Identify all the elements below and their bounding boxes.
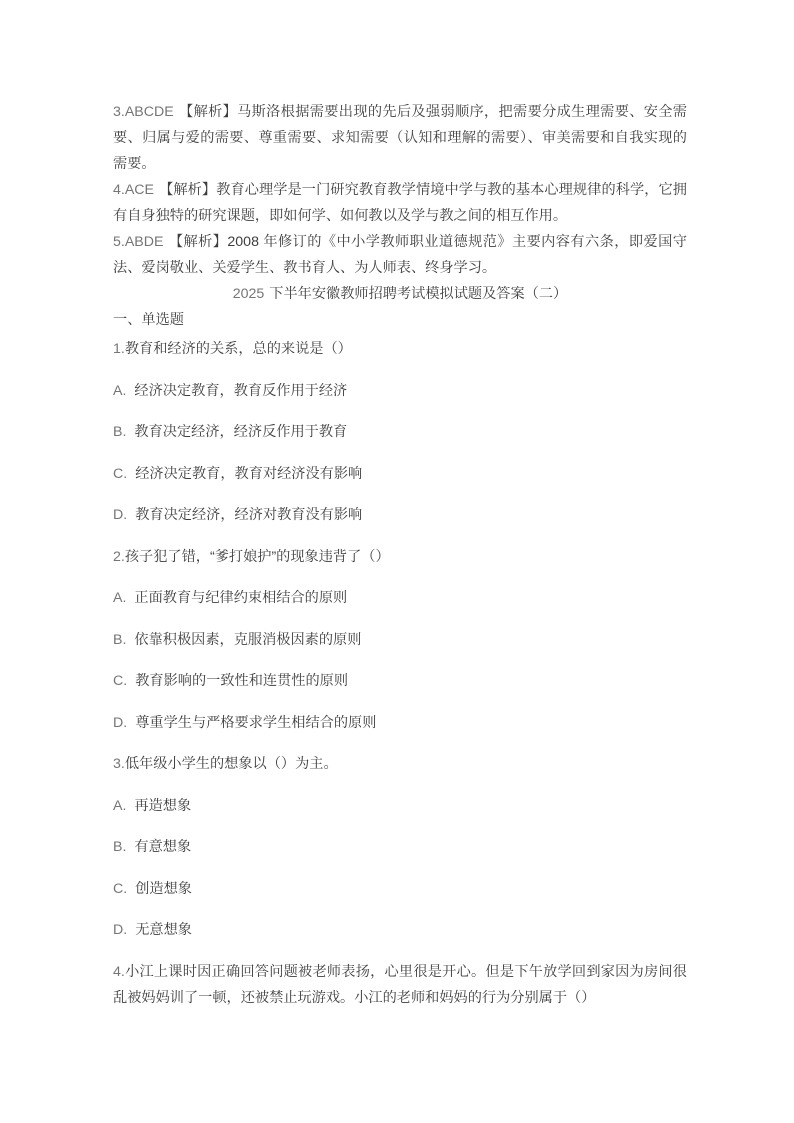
option-row: [113, 419, 687, 445]
option-text: 有意想象: [134, 839, 192, 855]
option-text: 经济决定教育，教育反作用于经济: [134, 382, 348, 399]
option-letter: D.: [113, 714, 128, 731]
answer-label: 3.ABCDE: [113, 104, 174, 120]
question-number: 3.: [113, 756, 125, 772]
option-text: 正面教育与纪律约束相结合的原则: [134, 590, 348, 606]
option-letter: A.: [113, 382, 127, 399]
title-year: 2025: [232, 286, 265, 302]
answer-paragraph: [113, 229, 687, 281]
option-text: 再造想象: [134, 797, 192, 814]
option-row: [113, 585, 687, 611]
question-body: 教育和经济的关系，总的来说是（）: [124, 341, 352, 357]
document-content: [113, 99, 687, 1011]
question-number: 4.: [113, 963, 125, 980]
option-letter: A.: [113, 590, 127, 606]
option-text: 教育决定经济，经济反作用于教育: [134, 424, 348, 440]
option-letter: C.: [113, 673, 128, 689]
option-row: [113, 876, 687, 902]
option-row: [113, 461, 687, 487]
option-row: [113, 378, 687, 404]
answer-paragraph: [113, 99, 687, 177]
option-text: 依靠积极因素，克服消极因素的原则: [134, 631, 362, 648]
option-text: 无意想象: [135, 922, 192, 938]
option-row: [113, 834, 687, 860]
question-text: [113, 336, 687, 362]
option-letter: C.: [113, 880, 128, 897]
answer-marker: 【解析】: [178, 104, 238, 120]
option-row: [113, 668, 687, 694]
question-text: [113, 544, 687, 570]
answer-paragraph: [113, 177, 687, 229]
answer-text: 2008 年修订的《中小学教师职业道德规范》主要内容有六条，即爱国守法、爱岗敬业、关爱学生、教书育人、为人师表、终身学习。: [113, 234, 687, 276]
question-text: [113, 751, 687, 777]
section-heading: 一、单选题: [113, 312, 184, 328]
question-number: 1.: [113, 341, 125, 357]
option-letter: B.: [113, 631, 127, 648]
question-number: 2.: [113, 548, 125, 565]
option-letter: A.: [113, 797, 127, 814]
document-title: [113, 281, 687, 307]
option-letter: D.: [113, 507, 128, 523]
answer-marker: 【解析】: [159, 182, 217, 198]
option-row: [113, 917, 687, 943]
option-letter: B.: [113, 839, 127, 855]
option-letter: B.: [113, 424, 127, 440]
question-body: 孩子犯了错，“爹打娘护”的现象违背了（）: [124, 548, 390, 565]
answer-text: 马斯洛根据需要出现的先后及强弱顺序，把需要分成生理需要、安全需要、归属与爱的需要、尊重需要、求知需要（认知和理解的需要）、审美需要和自我实现的需要。: [113, 104, 687, 172]
option-text: 教育决定经济，经济对教育没有影响: [135, 507, 363, 523]
option-text: 创造想象: [135, 880, 192, 897]
question-body: 小江上课时因正确回答问题被老师表扬，心里很是开心。但是下午放学回到家因为房间很乱被妈妈训了一顿，还被禁止玩游戏。小江的老师和妈妈的行为分别属于（）: [113, 963, 687, 1006]
option-text: 教育影响的一致性和连贯性的原则: [135, 673, 349, 689]
option-row: [113, 710, 687, 736]
option-row: [113, 793, 687, 819]
option-text: 尊重学生与严格要求学生相结合的原则: [135, 714, 377, 731]
option-text: 经济决定教育，教育对经济没有影响: [135, 465, 363, 482]
answer-label: 4.ACE: [113, 182, 155, 198]
answer-text: 教育心理学是一门研究教育教学情境中学与教的基本心理规律的科学，它拥有自身独特的研究课题，即如何学、如何教以及学与教之间的相互作用。: [113, 182, 687, 224]
option-letter: D.: [113, 922, 128, 938]
answer-label: 5.ABDE: [113, 234, 164, 250]
option-row: [113, 627, 687, 653]
answer-marker: 【解析】: [168, 234, 228, 250]
question-text: [113, 959, 687, 1011]
title-text: 下半年安徽教师招聘考试模拟试题及答案（二）: [269, 286, 568, 302]
option-row: [113, 502, 687, 528]
option-letter: C.: [113, 465, 128, 482]
question-body: 低年级小学生的想象以（）为主。: [124, 756, 338, 772]
